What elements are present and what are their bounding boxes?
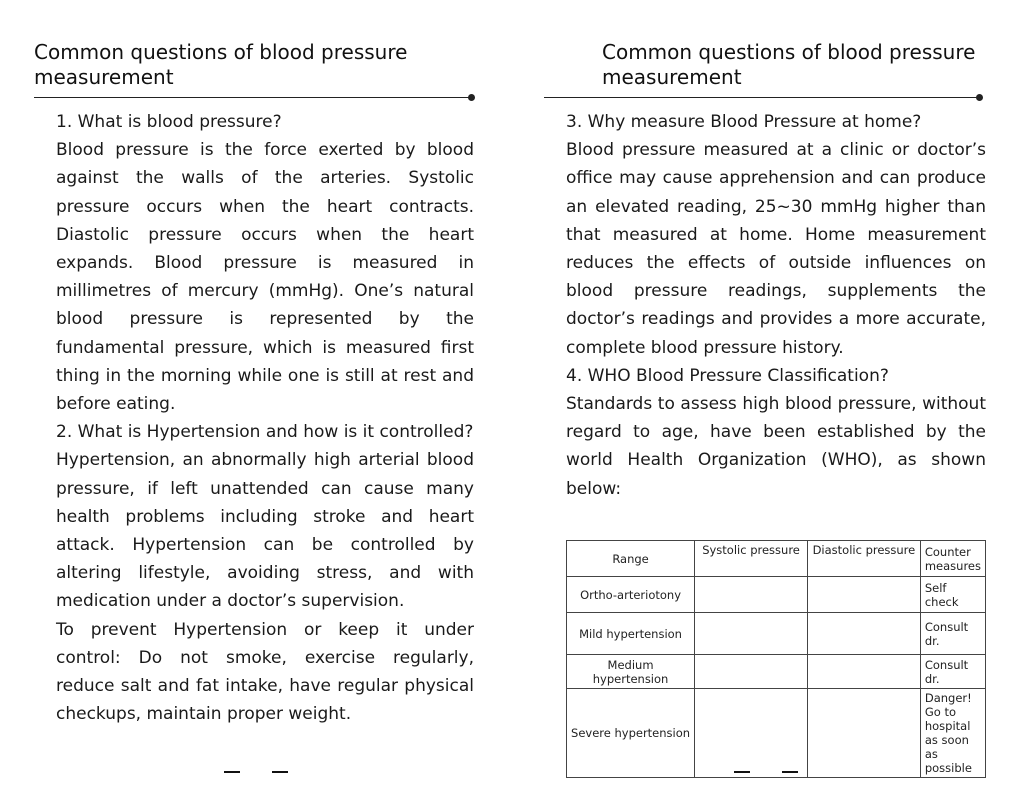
left-body xyxy=(56,108,474,728)
counter-cell: Danger! Go to hospital as soon as possible xyxy=(920,689,985,778)
right-page-title: Common questions of blood pressure measurement xyxy=(602,40,976,89)
counter-cell: Self check xyxy=(920,577,985,613)
table-row xyxy=(567,613,986,655)
diastolic-cell xyxy=(807,655,920,689)
diastolic-cell xyxy=(807,689,920,778)
page-marker-dash xyxy=(272,771,288,773)
right-page xyxy=(510,0,1020,808)
answer-2: Hypertension, an abnormally high arterial blood pressure, if left unattended can cause many health problems including stroke and heart attack. Hypertension can be controlled by altering lifestyle, avoiding stress, and with medication under a doctor’s supervision. xyxy=(56,450,474,612)
systolic-cell xyxy=(695,613,808,655)
header-range: Range xyxy=(567,541,695,577)
diastolic-cell xyxy=(807,613,920,655)
page-marker-dash xyxy=(224,771,240,773)
counter-cell: Consult dr. xyxy=(920,655,985,689)
table-row xyxy=(567,577,986,613)
right-title-rule xyxy=(544,97,980,98)
answer-4: Standards to assess high blood pressure, without regard to age, have been established by the world Health Organization (WHO), as shown below: xyxy=(566,394,986,499)
diastolic-cell xyxy=(807,577,920,613)
left-page-title: Common questions of blood pressure measurement xyxy=(34,40,408,89)
rule-end-dot xyxy=(468,94,475,101)
question-3: 3. Why measure Blood Pressure at home? xyxy=(566,112,922,132)
systolic-cell xyxy=(695,689,808,778)
range-cell: Mild hypertension xyxy=(567,613,695,655)
who-classification-table xyxy=(566,540,986,778)
right-body xyxy=(566,108,986,503)
answer-1: Blood pressure is the force exerted by blood against the walls of the arteries. Systolic pressure occurs when the heart contracts. Diastolic pressure occurs when the heart expands. Blood pressure is measured in millimetres of mercury (mmHg). One’s natural blood pressure is represented by the fundamental pressure, which is measured first thing in the morning while one is still at rest and before eating. xyxy=(56,140,474,415)
question-1: 1. What is blood pressure? xyxy=(56,112,282,132)
answer-3: Blood pressure measured at a clinic or doctor’s office may cause apprehension and can produce an elevated reading, 25~30 mmHg higher than that measured at home. Home measurement reduces the effects of outside influences on blood pressure readings, supplements the doctor’s readings and provides a more accurate, complete blood pressure history. xyxy=(566,140,986,358)
range-cell: Severe hypertension xyxy=(567,689,695,778)
page-marker-dash xyxy=(782,771,798,773)
systolic-cell xyxy=(695,577,808,613)
range-cell: Ortho-arteriotony xyxy=(567,577,695,613)
header-diastolic: Diastolic pressure xyxy=(807,541,920,577)
prevention-advice: To prevent Hypertension or keep it under control: Do not smoke, exercise regularly, reduce salt and fat intake, have regular physical checkups, maintain proper weight. xyxy=(56,619,474,725)
table-header-row xyxy=(567,541,986,577)
header-counter-measures: Counter measures xyxy=(920,541,985,577)
table-row xyxy=(567,655,986,689)
left-title-rule xyxy=(34,97,472,98)
counter-cell: Consult dr. xyxy=(920,613,985,655)
question-2: 2. What is Hypertension and how is it controlled? xyxy=(56,422,474,443)
page-marker-dash xyxy=(734,771,750,773)
rule-end-dot xyxy=(976,94,983,101)
question-4: 4. WHO Blood Pressure Classification? xyxy=(566,365,889,386)
table-row xyxy=(567,689,986,778)
range-cell: Medium hypertension xyxy=(567,655,695,689)
header-systolic: Systolic pressure xyxy=(695,541,808,577)
systolic-cell xyxy=(695,655,808,689)
